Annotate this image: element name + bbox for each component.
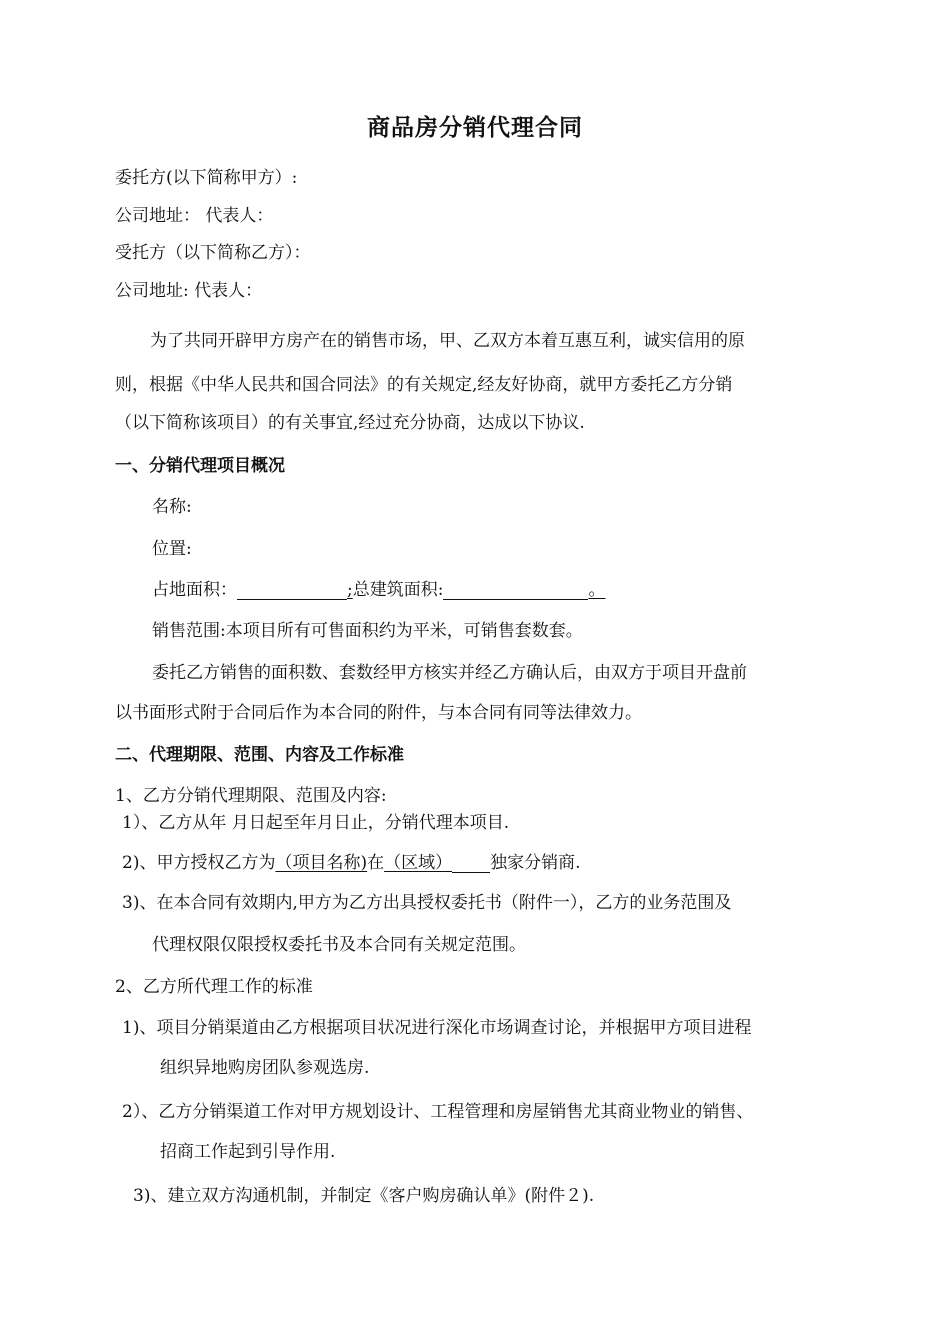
- party-b-address-line: 公司地址: 代表人：: [115, 281, 263, 301]
- item-1-2-region: （区域）: [384, 853, 453, 873]
- building-area-label: 总建筑面积:: [352, 580, 444, 600]
- party-a-line: 委托方(以下简称甲方）:: [115, 168, 298, 188]
- project-location-field: 位置:: [152, 539, 192, 559]
- party-b-line: 受托方（以下简称乙方）：: [115, 243, 311, 263]
- item-2-2-line-1: 2）、乙方分销渠道工作对甲方规划设计、工程管理和房屋销售尤其商业物业的销售、: [122, 1102, 754, 1122]
- item-2: 2、乙方所代理工作的标准: [115, 977, 313, 997]
- item-1: 1、乙方分销代理期限、范围及内容:: [115, 786, 387, 806]
- sales-scope-line: 销售范围:本项目所有可售面积约为平米，可销售套数套。: [152, 621, 583, 641]
- intro-line-3: （以下简称该项目）的有关事宜,经过充分协商，达成以下协议.: [115, 413, 585, 433]
- confirm-line-1: 委托乙方销售的面积数、套数经甲方核实并经乙方确认后，由双方于项目开盘前: [152, 663, 747, 683]
- project-name-field: 名称:: [152, 497, 192, 517]
- building-area-blank: [443, 579, 588, 600]
- semicolon: ;: [347, 580, 353, 600]
- section-2-heading: 二、代理期限、范围、内容及工作标准: [115, 745, 404, 765]
- period-mark: 。: [588, 580, 606, 600]
- item-2-1-line-1: 1)、项目分销渠道由乙方根据项目状况进行深化市场调查讨论，并根据甲方项目进程: [122, 1018, 752, 1038]
- document-title: 商品房分销代理合同: [367, 115, 583, 141]
- item-1-2-prefix: 2)、甲方授权乙方为: [122, 853, 276, 873]
- intro-line-2: 则，根据《中华人民共和国合同法》的有关规定,经友好协商，就甲方委托乙方分销: [115, 375, 733, 395]
- intro-line-1: 为了共同开辟甲方房产在的销售市场，甲、乙双方本着互惠互利，诚实信用的原: [150, 331, 745, 351]
- item-1-2-at: 在: [367, 853, 385, 873]
- item-2-1-line-2: 组织异地购房团队参观选房.: [160, 1058, 370, 1078]
- section-1-heading: 一、分销代理项目概况: [115, 456, 285, 476]
- item-1-3-line-1: 3)、在本合同有效期内,甲方为乙方出具授权委托书（附件一），乙方的业务范围及: [122, 893, 732, 913]
- item-2-2-line-2: 招商工作起到引导作用.: [160, 1142, 336, 1162]
- item-1-1: 1）、乙方从年 月日起至年月日止，分销代理本项目.: [122, 813, 510, 833]
- item-1-2-blank: [452, 852, 490, 873]
- area-line: [152, 575, 605, 600]
- item-1-2: [122, 848, 581, 873]
- item-2-3: 3)、建立双方沟通机制，并制定《客户购房确认单》(附件２).: [133, 1186, 595, 1206]
- item-1-2-suffix: 独家分销商.: [490, 853, 581, 873]
- land-area-blank: [237, 579, 347, 600]
- item-1-2-project: （项目名称): [275, 853, 368, 873]
- party-a-address-line: 公司地址： 代表人：: [115, 206, 274, 226]
- item-1-3-line-2: 代理权限仅限授权委托书及本合同有关规定范围。: [152, 935, 526, 955]
- confirm-line-2: 以书面形式附于合同后作为本合同的附件，与本合同有同等法律效力。: [115, 703, 642, 723]
- land-area-label: 占地面积：: [152, 580, 237, 600]
